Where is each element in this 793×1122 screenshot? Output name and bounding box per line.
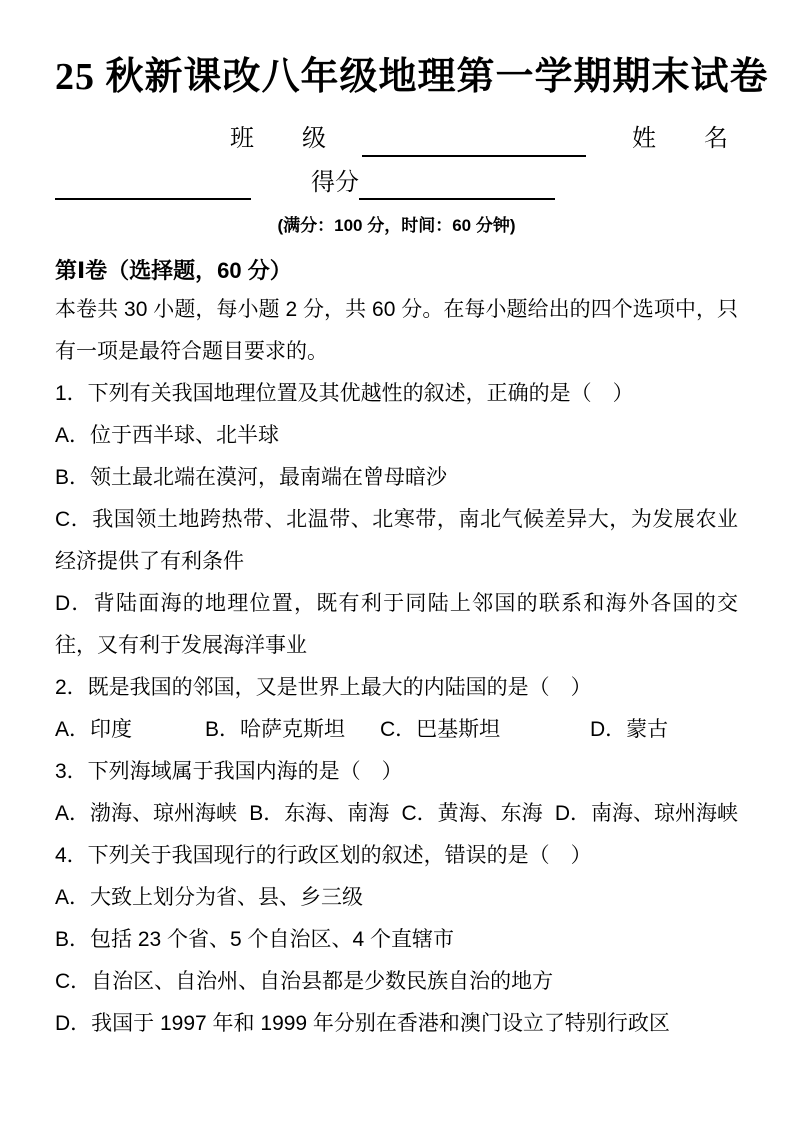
header-row-2 — [55, 167, 738, 201]
question-2-option-C: C．巴基斯坦 — [380, 718, 501, 742]
questions-list — [55, 373, 738, 1045]
question-3-option-D: D．南海、琼州海峡 — [554, 802, 738, 826]
question-2-option-D: D．蒙古 — [590, 718, 669, 742]
question-2-options-row — [55, 709, 738, 751]
question-1-stem: 1．下列有关我国地理位置及其优越性的叙述，正确的是（ ） — [55, 382, 634, 406]
question-2-option-A: A．印度 — [55, 718, 133, 742]
question-1-option-D: D．背陆面海的地理位置，既有利于同陆上邻国的联系和海外各国的交往，又有利于发展海洋事业 — [55, 592, 738, 658]
name-label: 姓 名 — [632, 126, 728, 153]
question-1-option-C: C．我国领土地跨热带、北温带、北寒带，南北气候差异大，为发展农业经济提供了有利条件 — [55, 508, 738, 574]
name-input-blank[interactable] — [55, 170, 251, 200]
question-2-stem: 2．既是我国的邻国，又是世界上最大的内陆国的是（ ） — [55, 676, 592, 700]
question-3-option-C: C．黄海、东海 — [401, 802, 543, 826]
class-input-blank[interactable] — [362, 127, 586, 157]
question-1-option-B: B．领土最北端在漠河，最南端在曾母暗沙 — [55, 466, 448, 490]
question-3-option-B: B．东海、南海 — [249, 802, 390, 826]
question-4-stem: 4．下列关于我国现行的行政区划的叙述，错误的是（ ） — [55, 844, 592, 868]
question-4-option-D: D．我国于 1997 年和 1999 年分别在香港和澳门设立了特别行政区 — [55, 1012, 670, 1036]
exam-body — [55, 289, 738, 1045]
header-row-1 — [55, 123, 738, 157]
score-label: 得分 — [311, 169, 359, 196]
score-input-blank[interactable] — [359, 170, 555, 200]
question-4-option-A: A．大致上划分为省、县、乡三级 — [55, 886, 364, 910]
question-1-option-A: A．位于西半球、北半球 — [55, 424, 280, 448]
exam-title: 25 秋新课改八年级地理第一学期期末试卷 — [55, 56, 769, 98]
exam-meta-info: (满分：100 分，时间：60 分钟) — [277, 216, 516, 236]
class-label: 班 级 — [230, 126, 326, 153]
question-3-stem: 3．下列海域属于我国内海的是（ ） — [55, 760, 403, 784]
question-3-option-A: A．渤海、琼州海峡 — [55, 802, 238, 826]
question-4-option-B: B．包括 23 个省、5 个自治区、4 个直辖市 — [55, 928, 455, 952]
section-1-heading: 第Ⅰ卷（选择题，60 分） — [55, 258, 292, 284]
section-1-intro: 本卷共 30 小题，每小题 2 分，共 60 分。在每小题给出的四个选项中，只有一项是最符合题目要求的。 — [55, 298, 738, 364]
question-2-option-B: B．哈萨克斯坦 — [205, 718, 346, 742]
question-3-options-row — [55, 793, 738, 835]
question-4-option-C: C．自治区、自治州、自治县都是少数民族自治的地方 — [55, 970, 554, 994]
